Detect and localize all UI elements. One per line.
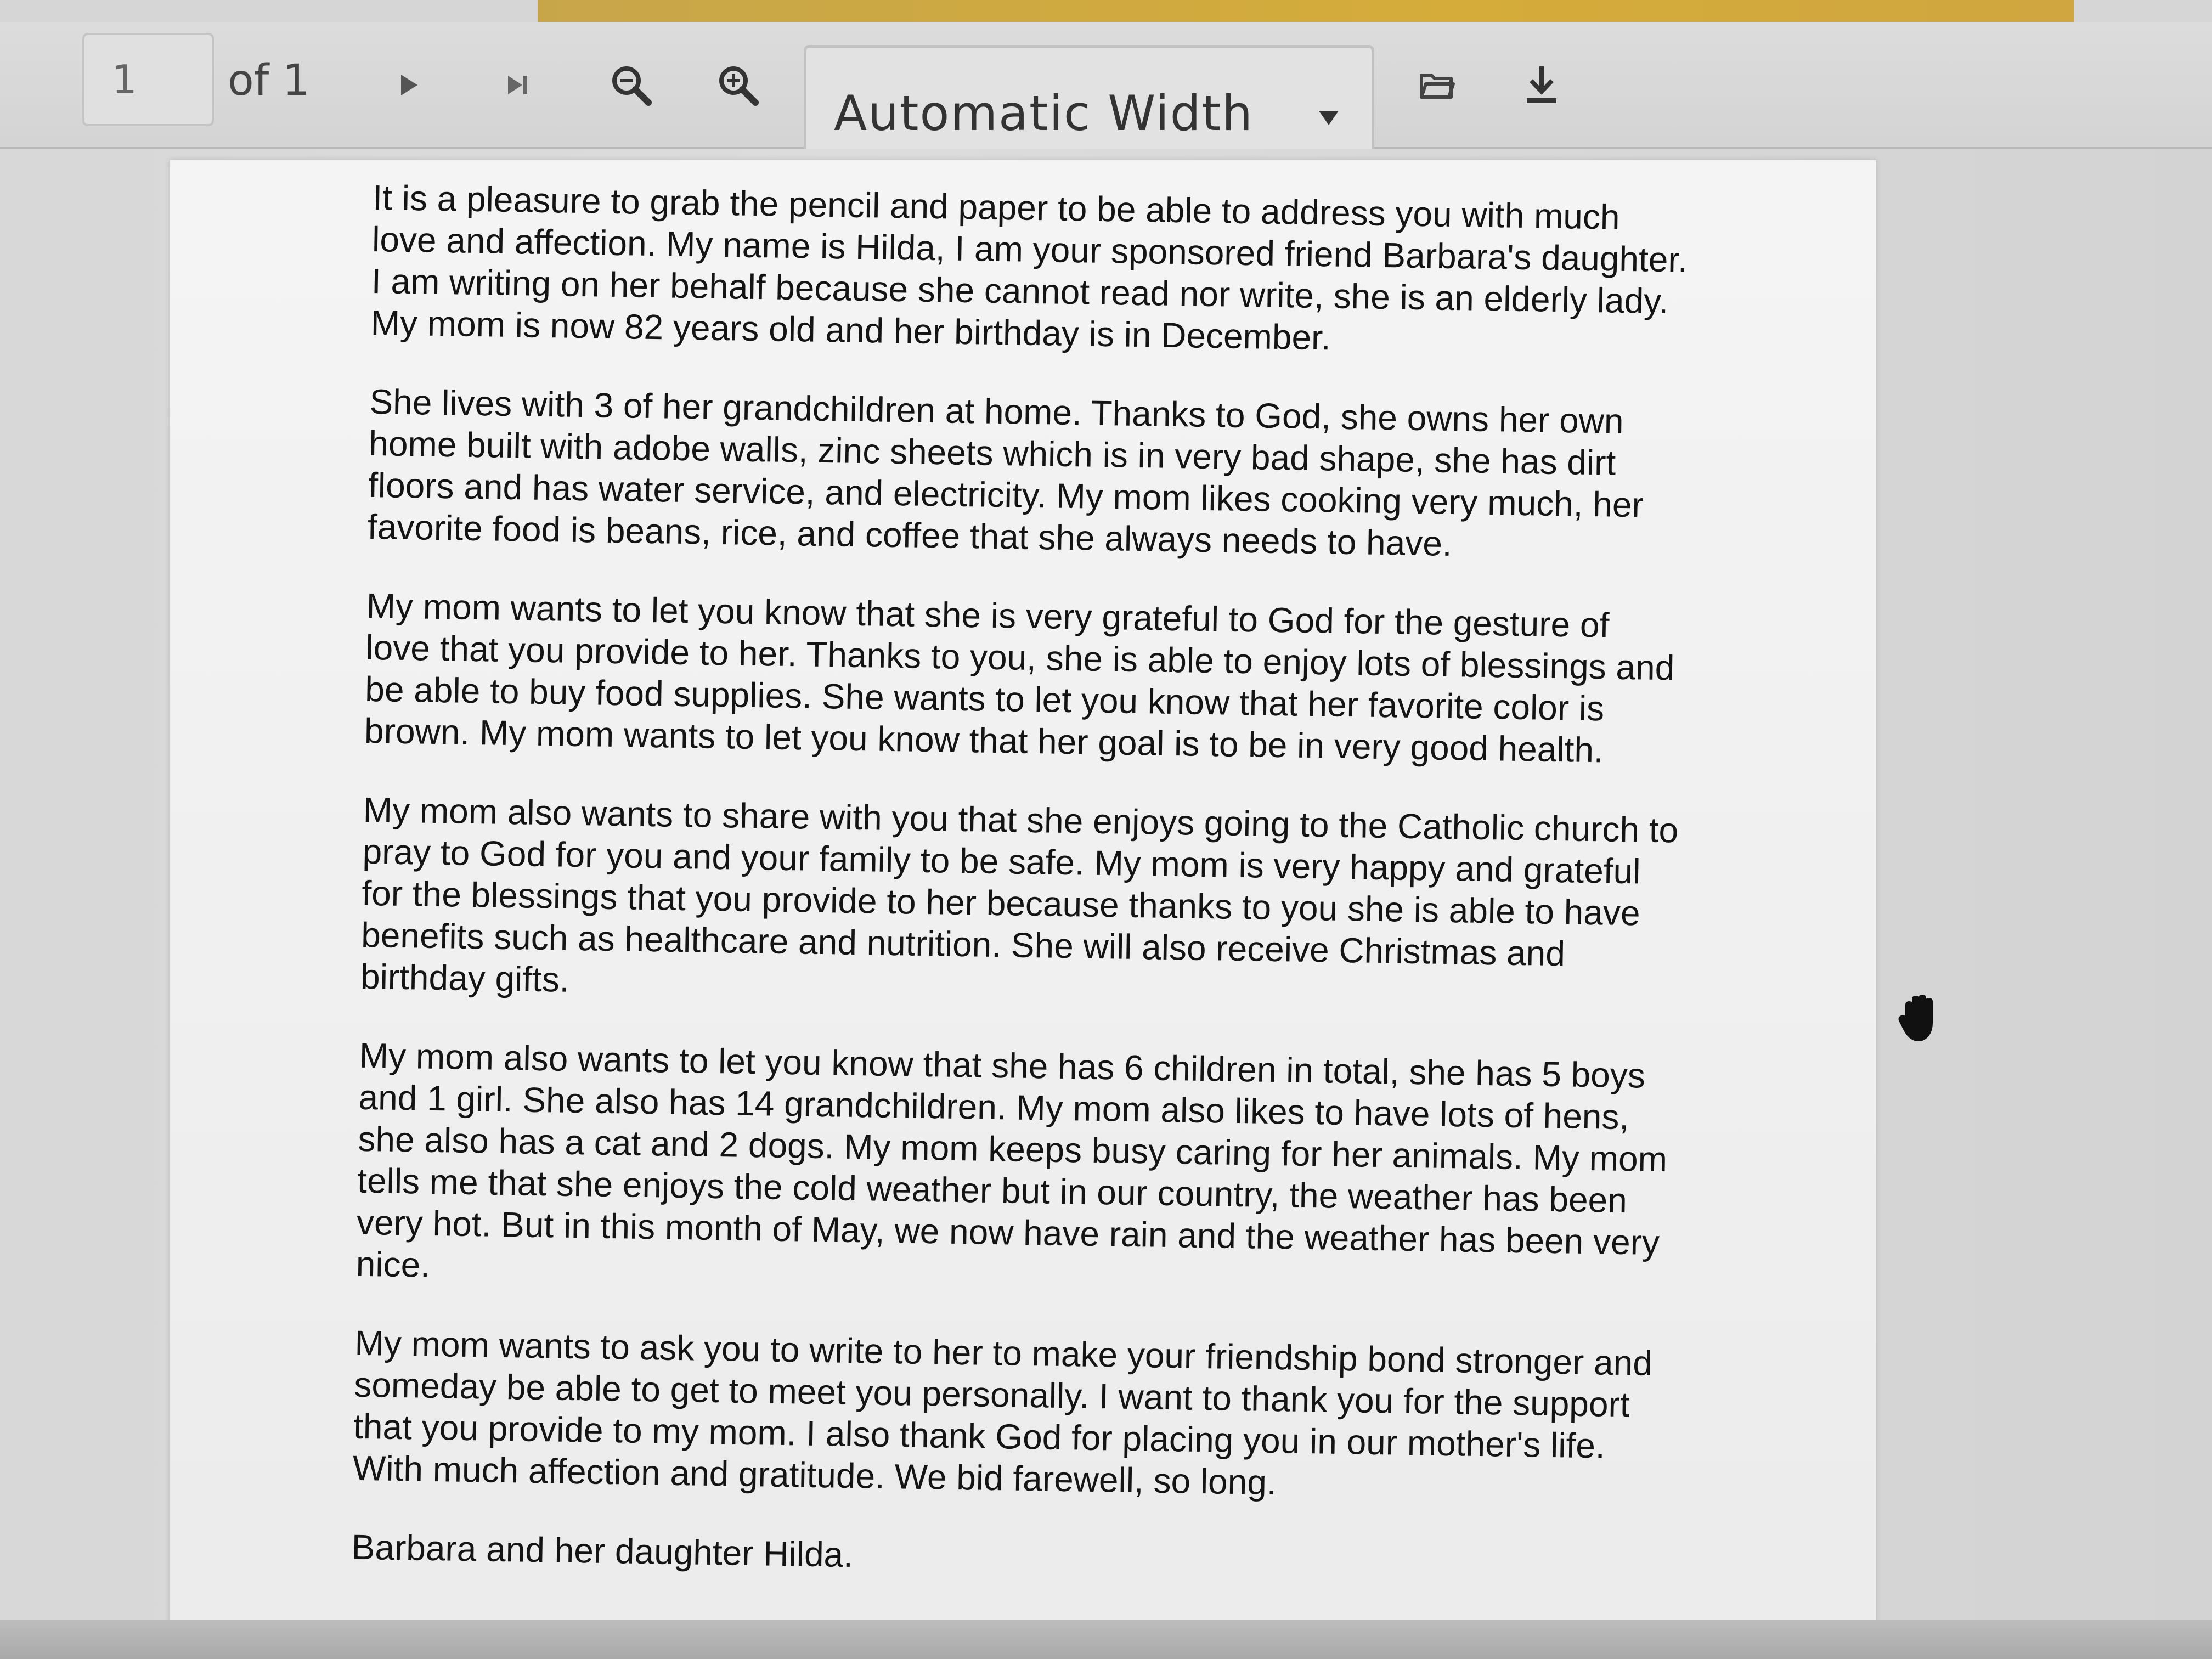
signoff: Barbara and her daughter Hilda. bbox=[351, 1527, 854, 1575]
zoom-select-value: Automatic Width bbox=[834, 85, 1254, 142]
zoom-select[interactable] bbox=[804, 45, 1374, 162]
paragraph: She lives with 3 of her grandchildren at home. Thanks to God, she owns her own home built with adobe walls, zinc sheets which is in very bad shape, she has dirt floors and has water service, and electricity. My mom likes cooking very much, her favorite food is beans, rice, and coffee that she always needs to have. bbox=[367, 381, 1644, 563]
page-count-label: of 1 bbox=[228, 56, 310, 105]
download-icon bbox=[1522, 63, 1561, 107]
zoom-in-button[interactable] bbox=[708, 55, 768, 115]
folder-open-icon bbox=[1418, 69, 1457, 101]
screen-bottom-edge bbox=[0, 1620, 2212, 1659]
paragraph: My mom wants to let you know that she is very grateful to God for the gesture of love that you provide to her. Thanks to you, she is able to enjoy lots of blessings and be able to buy food supplies. She wants to let you know that her favorite color is brown. My mom wants to let you know that her goal is to be in very good health. bbox=[364, 585, 1675, 770]
paragraph: My mom wants to ask you to write to her to make your friendship bond stronger and someday be able to get to meet you personally. I want to thank you for the support that you provide to my mom. I also thank God for placing you in our mother's life. With much affection and gratitude. We bid farewell, so long. bbox=[352, 1323, 1653, 1503]
paragraph: My mom also wants to share with you that she enjoys going to the Catholic church to pray to God for you and your family to be safe. My mom is very happy and grateful for the blessings that you provide to her because thanks to you she is able to have benefits such as healthcare and nutrition. She will also receive Christmas and birthday gifts. bbox=[360, 789, 1679, 1000]
last-page-button[interactable] bbox=[488, 55, 549, 115]
download-button[interactable] bbox=[1511, 55, 1572, 115]
next-page-button[interactable] bbox=[379, 55, 439, 115]
document-page bbox=[170, 160, 1876, 1659]
open-file-button[interactable] bbox=[1407, 55, 1468, 115]
document-viewer[interactable] bbox=[0, 149, 2212, 1620]
paragraph: My mom also wants to let you know that she has 6 children in total, she has 5 boys and 1 girl. She also has 14 grandchildren. My mom also likes to have lots of hens, she also has a cat and 2 dogs. My mom keeps busy caring for her animals. My mom tells me that she enjoys the cold weather but in our country, the weather has been very hot. But in this month of May, we now have rain and the weather has been very nice. bbox=[356, 1035, 1668, 1285]
letter-body bbox=[351, 177, 1690, 1626]
play-icon bbox=[398, 72, 420, 98]
skip-end-icon bbox=[505, 72, 532, 98]
paragraph: It is a pleasure to grab the pencil and paper to be able to address you with much love and affection. My name is Hilda, I am your sponsored friend Barbara's daughter. I am writing on her behalf because she cannot read nor write, she is an elderly lady. My mom is now 82 years old and her birthday is in December. bbox=[370, 177, 1688, 358]
pdf-toolbar bbox=[0, 22, 2212, 149]
hand-cursor-icon bbox=[1898, 994, 1942, 1043]
chevron-down-icon bbox=[1319, 111, 1339, 125]
zoom-out-button[interactable] bbox=[601, 55, 661, 115]
monitor-bezel-strip bbox=[538, 0, 2074, 22]
page-number-input[interactable] bbox=[82, 33, 214, 126]
zoom-out-icon bbox=[609, 63, 653, 107]
zoom-in-icon bbox=[716, 63, 760, 107]
